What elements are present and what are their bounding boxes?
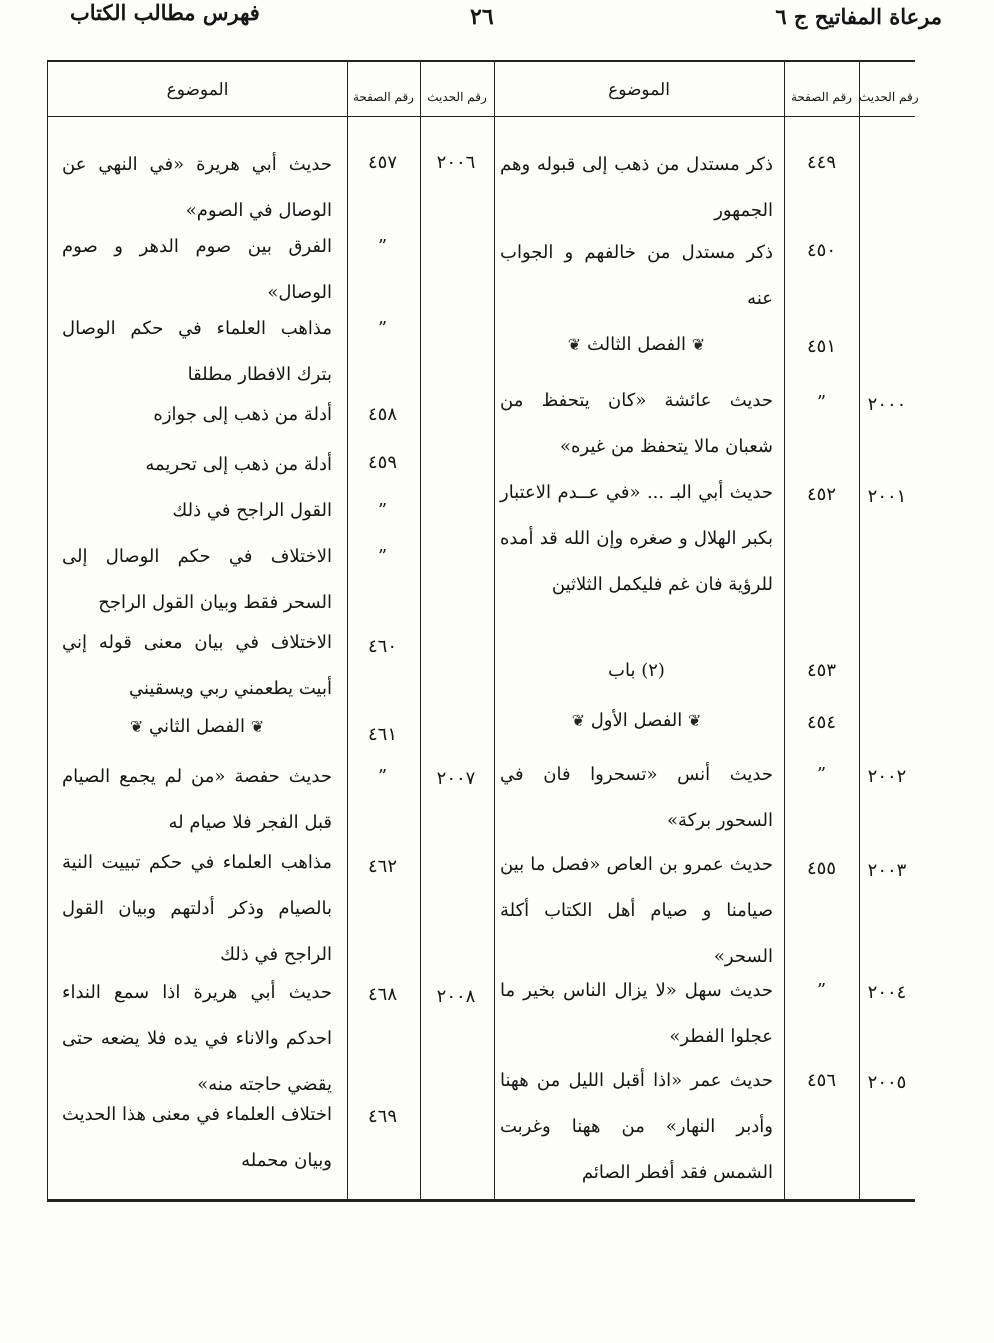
right-entry-page: ” bbox=[816, 980, 827, 1001]
right-entry-topic: حديث أنس «تسحروا فان في السحور بركة» bbox=[500, 764, 773, 831]
right-entry-page: ” bbox=[816, 392, 827, 413]
right-entry-topic: ذكر مستدل من ذهب إلى قبوله وهم الجمهور bbox=[500, 154, 773, 221]
left-entry-topic: أدلة من ذهب إلى جوازه bbox=[153, 404, 332, 425]
col-hadith-left: رقم الحديث bbox=[427, 90, 487, 104]
left-entry-topic: مذاهب العلماء في حكم الوصال بترك الافطار مطلقا bbox=[62, 318, 332, 385]
left-entry-topic: الاختلاف في بيان معنى قوله إني أبيت يطعمني ربي ويسقيني bbox=[62, 632, 332, 699]
col-topic-left: الموضوع bbox=[166, 80, 229, 100]
left-entry-page: ” bbox=[377, 546, 388, 567]
right-section-heading: ❦ الفصل الثالث ❦ bbox=[567, 334, 706, 355]
left-entry-topic: الفرق بين صوم الدهر و صوم الوصال» bbox=[62, 236, 332, 303]
left-entry-topic: حديث حفصة «من لم يجمع الصيام قبل الفجر فلا صيام له bbox=[62, 766, 332, 833]
left-entry-hadith: ٢٠٠٧ bbox=[436, 768, 476, 789]
left-entry-page: ” bbox=[377, 236, 388, 257]
left-entry-page: ” bbox=[377, 500, 388, 521]
left-entry-page: ” bbox=[377, 766, 388, 787]
right-section-heading: ❦ الفصل الأول ❦ bbox=[571, 710, 702, 731]
left-entry-topic: حديث أبي هريرة «في النهي عن الوصال في الصوم» bbox=[62, 154, 332, 221]
right-entry-hadith: ٢٠٠٥ bbox=[867, 1072, 907, 1093]
col-topic-right: الموضوع bbox=[608, 80, 670, 100]
right-entry-page: ٤٥٤ bbox=[806, 712, 836, 733]
left-section-heading: ❦ الفصل الثاني ❦ bbox=[129, 716, 265, 737]
right-entry-topic: ذكر مستدل من خالفهم و الجواب عنه bbox=[500, 242, 773, 309]
right-entry-topic: حديث عائشة «كان يتحفظ من شعبان مالا يتحفظ من غيره» bbox=[500, 390, 773, 457]
col-page-right: رقم الصفحة bbox=[791, 90, 852, 104]
right-entry-hadith: ٢٠٠١ bbox=[867, 486, 907, 507]
ornament-icon: ❦ bbox=[129, 717, 144, 736]
col-page-left: رقم الصفحة bbox=[353, 90, 414, 104]
right-entry-page: ٤٥١ bbox=[806, 336, 836, 357]
ornament-icon: ❦ bbox=[691, 335, 706, 354]
right-entry-hadith: ٢٠٠٤ bbox=[867, 982, 907, 1003]
right-entry-page: ٤٥٥ bbox=[806, 858, 836, 879]
ornament-icon: ❦ bbox=[250, 717, 265, 736]
left-entry-page: ٤٦٢ bbox=[367, 856, 397, 877]
left-entry-topic: مذاهب العلماء في حكم تبييت النية بالصيام وذكر أدلتهم وبيان القول الراجح في ذلك bbox=[62, 852, 332, 965]
right-entry-topic: حديث عمر «اذا أقبل الليل من ههنا وأدبر النهار» من ههنا وغربت الشمس فقد أفطر الصائم bbox=[500, 1070, 773, 1183]
right-entry-topic: حديث أبي البـ ... «في عــدم الاعتبار بكبر الهلال و صغره وإن الله قد أمده للرؤية فان غم فليكمل الثلاثين bbox=[500, 482, 773, 595]
left-entry-page: ٤٦١ bbox=[367, 724, 397, 745]
right-entry-page: ٤٤٩ bbox=[806, 152, 836, 173]
right-entry-page: ٤٥٣ bbox=[806, 660, 836, 681]
left-entry-hadith: ٢٠٠٨ bbox=[436, 986, 476, 1007]
right-entry-page: ٤٥٠ bbox=[806, 240, 836, 261]
left-entry-page: ٤٥٨ bbox=[367, 404, 397, 425]
page-number: ٢٦ bbox=[470, 4, 494, 30]
ornament-icon: ❦ bbox=[688, 711, 702, 730]
left-entry-topic: الاختلاف في حكم الوصال إلى السحر فقط وبيان القول الراجح bbox=[62, 546, 332, 613]
right-entry-hadith: ٢٠٠٠ bbox=[867, 394, 907, 415]
left-entry-page: ٤٦٩ bbox=[367, 1106, 397, 1127]
right-entry-hadith: ٢٠٠٣ bbox=[867, 860, 907, 881]
left-entry-hadith: ٢٠٠٦ bbox=[436, 152, 476, 173]
right-entry-topic: حديث عمرو بن العاص «فصل ما بين صيامنا و صيام أهل الكتاب أكلة السحر» bbox=[500, 854, 773, 967]
right-entry-page: ٤٥٢ bbox=[806, 484, 836, 505]
col-hadith-right: رقم الحديث bbox=[859, 90, 919, 104]
left-entry-topic: اختلاف العلماء في معنى هذا الحديث وبيان محمله bbox=[62, 1104, 332, 1171]
right-chapter-heading: (٢) باب bbox=[608, 660, 665, 681]
ornament-icon: ❦ bbox=[571, 711, 585, 730]
book-title: مرعاة المفاتيح ج ٦ bbox=[775, 4, 942, 29]
left-entry-topic: حديث أبي هريرة اذا سمع النداء احدكم والاناء في يده فلا يضعه حتى يقضي حاجته منه» bbox=[62, 982, 332, 1095]
left-entry-page: ” bbox=[377, 318, 388, 339]
right-entry-topic: حديث سهل «لا يزال الناس بخير ما عجلوا الفطر» bbox=[500, 980, 773, 1047]
left-entry-page: ٤٥٩ bbox=[367, 452, 397, 473]
left-entry-topic: أدلة من ذهب إلى تحريمه bbox=[145, 454, 332, 475]
right-entry-hadith: ٢٠٠٢ bbox=[867, 766, 907, 787]
right-entry-page: ” bbox=[816, 764, 827, 785]
index-title: فهرس مطالب الكتاب bbox=[70, 0, 260, 25]
right-entry-page: ٤٥٦ bbox=[806, 1070, 836, 1091]
left-entry-page: ٤٦٨ bbox=[367, 984, 397, 1005]
left-entry-topic: القول الراجح في ذلك bbox=[172, 500, 332, 521]
left-entry-page: ٤٦٠ bbox=[367, 636, 397, 657]
ornament-icon: ❦ bbox=[567, 335, 582, 354]
left-entry-page: ٤٥٧ bbox=[367, 152, 397, 173]
